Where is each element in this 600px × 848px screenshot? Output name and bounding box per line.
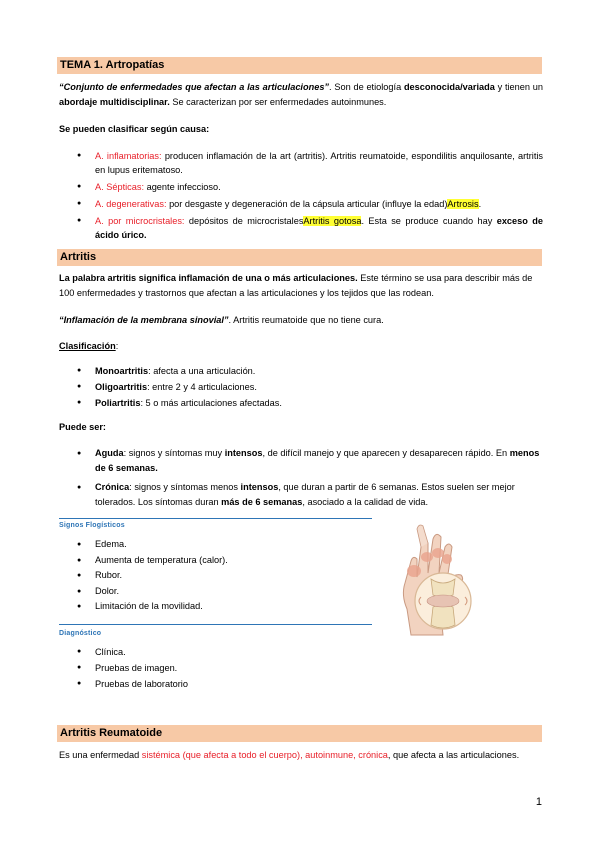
- ar-paragraph: Es una enfermedad sistémica (que afecta a todo el cuerpo), autoinmune, crónica, que afecta a las articulaciones.: [59, 750, 520, 760]
- list-item: ● Crónica: signos y síntomas menos intensos, que duran a partir de 6 semanas. Estos suelen ser mejor tolerados. Los síntomas duran más de 6 semanas, asociado a la calidad de vida.: [59, 480, 543, 510]
- signos-heading: Signos Flogísticos: [59, 522, 125, 529]
- divider: [59, 624, 372, 625]
- list-item: ● A. degenerativas: por desgaste y degeneración de la cápsula articular (influye la edad)Artrosis.: [59, 197, 543, 211]
- artritis-definition: La palabra artritis significa inflamación de una o más articulaciones. Este término se usa para describir más de 100 enfermedades y trastornos que afectan a las articulaciones y los tejidos que las rodean.: [59, 273, 533, 298]
- diagnostico-list: [59, 644, 543, 692]
- section-header-tema: TEMA 1. Artropatías: [57, 57, 542, 74]
- list-item: ● A. Sépticas: agente infeccioso.: [59, 180, 543, 194]
- list-item: ● Oligoartritis: entre 2 y 4 articulaciones.: [59, 379, 543, 395]
- tipo-list: [59, 446, 543, 510]
- causa-list: [59, 149, 543, 242]
- clasif-title: Se pueden clasificar según causa:: [59, 124, 210, 134]
- list-item: ● Clínica.: [59, 644, 543, 660]
- puede-ser-title: Puede ser:: [59, 422, 106, 432]
- list-item: ● Limitación de la movilidad.: [59, 599, 543, 615]
- list-item: ● Aumenta de temperatura (calor).: [59, 553, 543, 569]
- intro-paragraph: “Conjunto de enfermedades que afectan a las articulaciones”. Son de etiología desconocida/variada y tienen un abordaje multidisciplinar. Se caracterizan por ser enfermedades autoinmunes.: [59, 82, 543, 107]
- list-item: ● Edema.: [59, 537, 543, 553]
- clasificacion-title: Clasificación:: [59, 341, 119, 351]
- section-header-artritis-reumatoide: Artritis Reumatoide: [57, 725, 542, 742]
- page-number: 1: [535, 796, 542, 808]
- arthritic-hand-illustration: [381, 517, 477, 637]
- list-item: ● Dolor.: [59, 584, 543, 600]
- clasificacion-list: [59, 363, 543, 411]
- list-item: ● Poliartritis: 5 o más articulaciones afectadas.: [59, 395, 543, 411]
- divider: [59, 518, 372, 519]
- diagnostico-heading: Diagnóstico: [59, 630, 102, 637]
- list-item: ● Rubor.: [59, 568, 543, 584]
- list-item: ● Aguda: signos y síntomas muy intensos, de difícil manejo y que aparecen y desaparecen rápido. En menos de 6 semanas.: [59, 446, 543, 476]
- membrana-quote: “Inflamación de la membrana sinovial”. Artritis reumatoide que no tiene cura.: [59, 315, 384, 325]
- joint-zoom-circle: [415, 573, 471, 629]
- list-item: ● Pruebas de laboratorio: [59, 676, 543, 692]
- list-item: ● Pruebas de imagen.: [59, 660, 543, 676]
- section-header-artritis: Artritis: [57, 249, 542, 266]
- list-item: ● A. inflamatorias: producen inflamación de la art (artritis). Artritis reumatoide, espondilitis anquilosante, artritis en lupus eritematoso.: [59, 149, 543, 177]
- list-item: ● A. por microcristales: depósitos de microcristalesArtritis gotosa. Esta se produce cuando hay exceso de ácido úrico.: [59, 214, 543, 242]
- list-item: ● Monoartritis: afecta a una articulación.: [59, 363, 543, 379]
